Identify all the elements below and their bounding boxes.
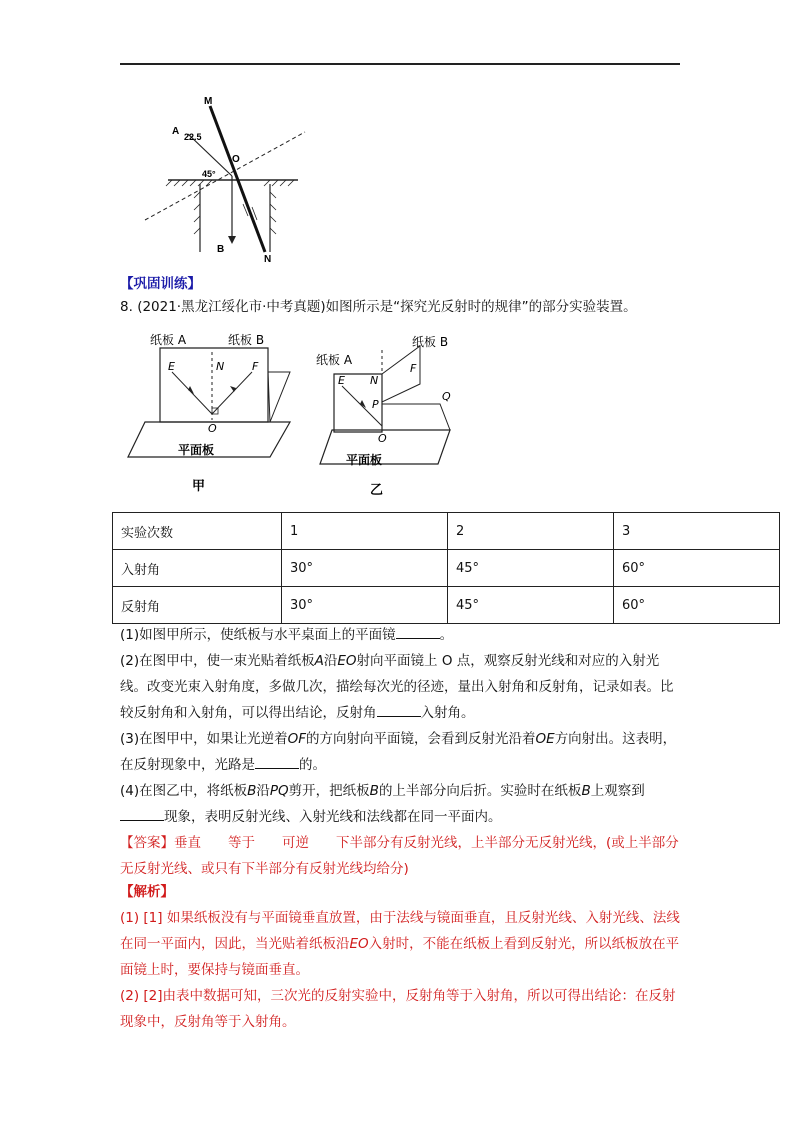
analysis1-var-eo: EO [349,936,369,952]
jia-board-b-label: 纸板 B [228,333,265,347]
label-angle-22-5: 22.5 [184,132,202,142]
yi-label-q: Q [442,390,451,403]
q4-var-pq: PQ [269,783,289,799]
q2-text-b: 沿 [323,653,338,669]
jia-label-f: F [252,360,259,373]
question-8 [120,295,637,315]
table-cell: 45° [448,587,614,624]
table-cell: 入射角 [113,550,282,587]
sub-question-1 [120,622,680,648]
q2-var-a: A [314,653,324,669]
answer-blank [377,702,421,717]
section-heading: 【巩固训练】 [120,276,201,292]
answer-label: 【答案】 [120,835,174,851]
q1-text: (1)如图甲所示，使纸板与水平桌面上的平面镜 [120,627,396,643]
q3-text-c: 方向射出。这表明，在反射现象中，光路是 [120,731,677,773]
label-angle-45: 45° [202,169,216,179]
jia-board-a-label: 纸板 A [150,333,187,347]
table-cell: 60° [614,550,780,587]
table-cell: 实验次数 [113,513,282,550]
label-n: N [264,254,272,265]
q1-end: 。 [439,627,454,643]
q4-text-d: 的上半部分向后折。实验时在纸板 [378,783,582,799]
q2-text-c: 射向平面镜上 O 点，观察反射光线和对应的入射光线。改变光束入射角度，多做几次，描绘每次光的径迹，量出入射角和反射角，记录如表。比较反射角和入射角，可以得出结论，反射角 [120,653,674,721]
q4-var-b: B [247,783,257,799]
q2-text-a: (2)在图甲中，使一束光贴着纸板 [120,653,315,669]
table-cell: 60° [614,587,780,624]
question-number: 8. [120,299,133,315]
q2-var-eo: EO [337,653,357,669]
caption-jia: 甲 [192,479,206,494]
answer-text: 垂直 等于 可逆 下半部分有反射光线，上半部分无反射光线，(或上半部分无反射光线、或只有下半部分有反射光线均给分) [120,835,679,877]
table-cell: 3 [614,513,780,550]
jia-label-n: N [216,360,225,373]
analysis1-text-a: (1) [1] 如果纸板没有与平面镜垂直放置，由于法线与镜面垂直，且反射光线、入射光线、法线在同一平面内，因此，当光贴着纸板沿 [120,910,680,952]
label-b: B [217,244,225,255]
yi-label-e: E [338,374,345,387]
table-row [113,587,780,624]
q4-text-b: 沿 [256,783,270,799]
q4-var-b-3: B [581,783,591,799]
label-o: O [232,154,240,165]
q2-text-d: 入射角。 [420,705,475,721]
table-cell: 30° [282,587,448,624]
reflection-figure-1 [140,92,320,267]
question-source: (2021·黑龙江绥化市·中考真题) [137,299,326,315]
analysis-1 [120,905,680,983]
table-cell: 30° [282,550,448,587]
q3-var-oe: OE [535,731,555,747]
sub-question-4 [120,778,680,830]
data-table [112,512,780,624]
yi-label-o: O [378,432,387,445]
yi-label-p: P [372,398,379,411]
q4-text-f: 现象，表明反射光线、入射光线和法线都在同一平面内。 [164,809,502,825]
label-m: M [204,96,213,107]
jia-plane-label: 平面板 [178,443,215,457]
analysis-label: 【解析】 [120,884,174,900]
table-row [113,513,780,550]
yi-board-a-label: 纸板 A [316,353,353,367]
yi-board-b-label: 纸板 B [412,335,449,349]
jia-label-e: E [168,360,175,373]
q3-text-b: 的方向射向平面镜，会看到反射光沿着 [306,731,536,747]
yi-label-n: N [370,374,379,387]
analysis1-text-b: 入射时，不能在纸板上看到反射光，所以纸板放在平面镜上时，要保持与镜面垂直。 [120,936,680,978]
table-row [113,550,780,587]
answer-block [120,830,680,882]
top-rule [120,63,680,65]
q4-text-a: (4)在图乙中，将纸板 [120,783,248,799]
jia-label-o: O [208,422,217,435]
q4-text-c: 剪开，把纸板 [288,783,370,799]
apparatus-figure [120,322,480,502]
caption-yi: 乙 [370,483,384,498]
yi-label-f: F [410,362,417,375]
table-cell: 反射角 [113,587,282,624]
sub-question-3 [120,726,680,778]
question-text: 如图所示是“探究光反射时的规律”的部分实验装置。 [325,299,637,315]
q3-text-a: (3)在图甲中，如果让光逆着 [120,731,288,747]
q4-var-b-2: B [369,783,379,799]
label-a: A [172,126,180,137]
yi-plane-label: 平面板 [346,453,383,467]
table-cell: 45° [448,550,614,587]
table-cell: 2 [448,513,614,550]
answer-blank [396,624,440,639]
sub-question-2 [120,648,680,726]
q3-text-d: 的。 [299,757,326,773]
answer-blank [255,754,299,769]
analysis-2: (2) [2]由表中数据可知，三次光的反射实验中，反射角等于入射角，所以可得出结论：在反射现象中，反射角等于入射角。 [120,988,676,1030]
q4-text-e: 上观察到 [590,783,645,799]
answer-blank [120,806,164,821]
table-cell: 1 [282,513,448,550]
q3-var-of: OF [287,731,307,747]
